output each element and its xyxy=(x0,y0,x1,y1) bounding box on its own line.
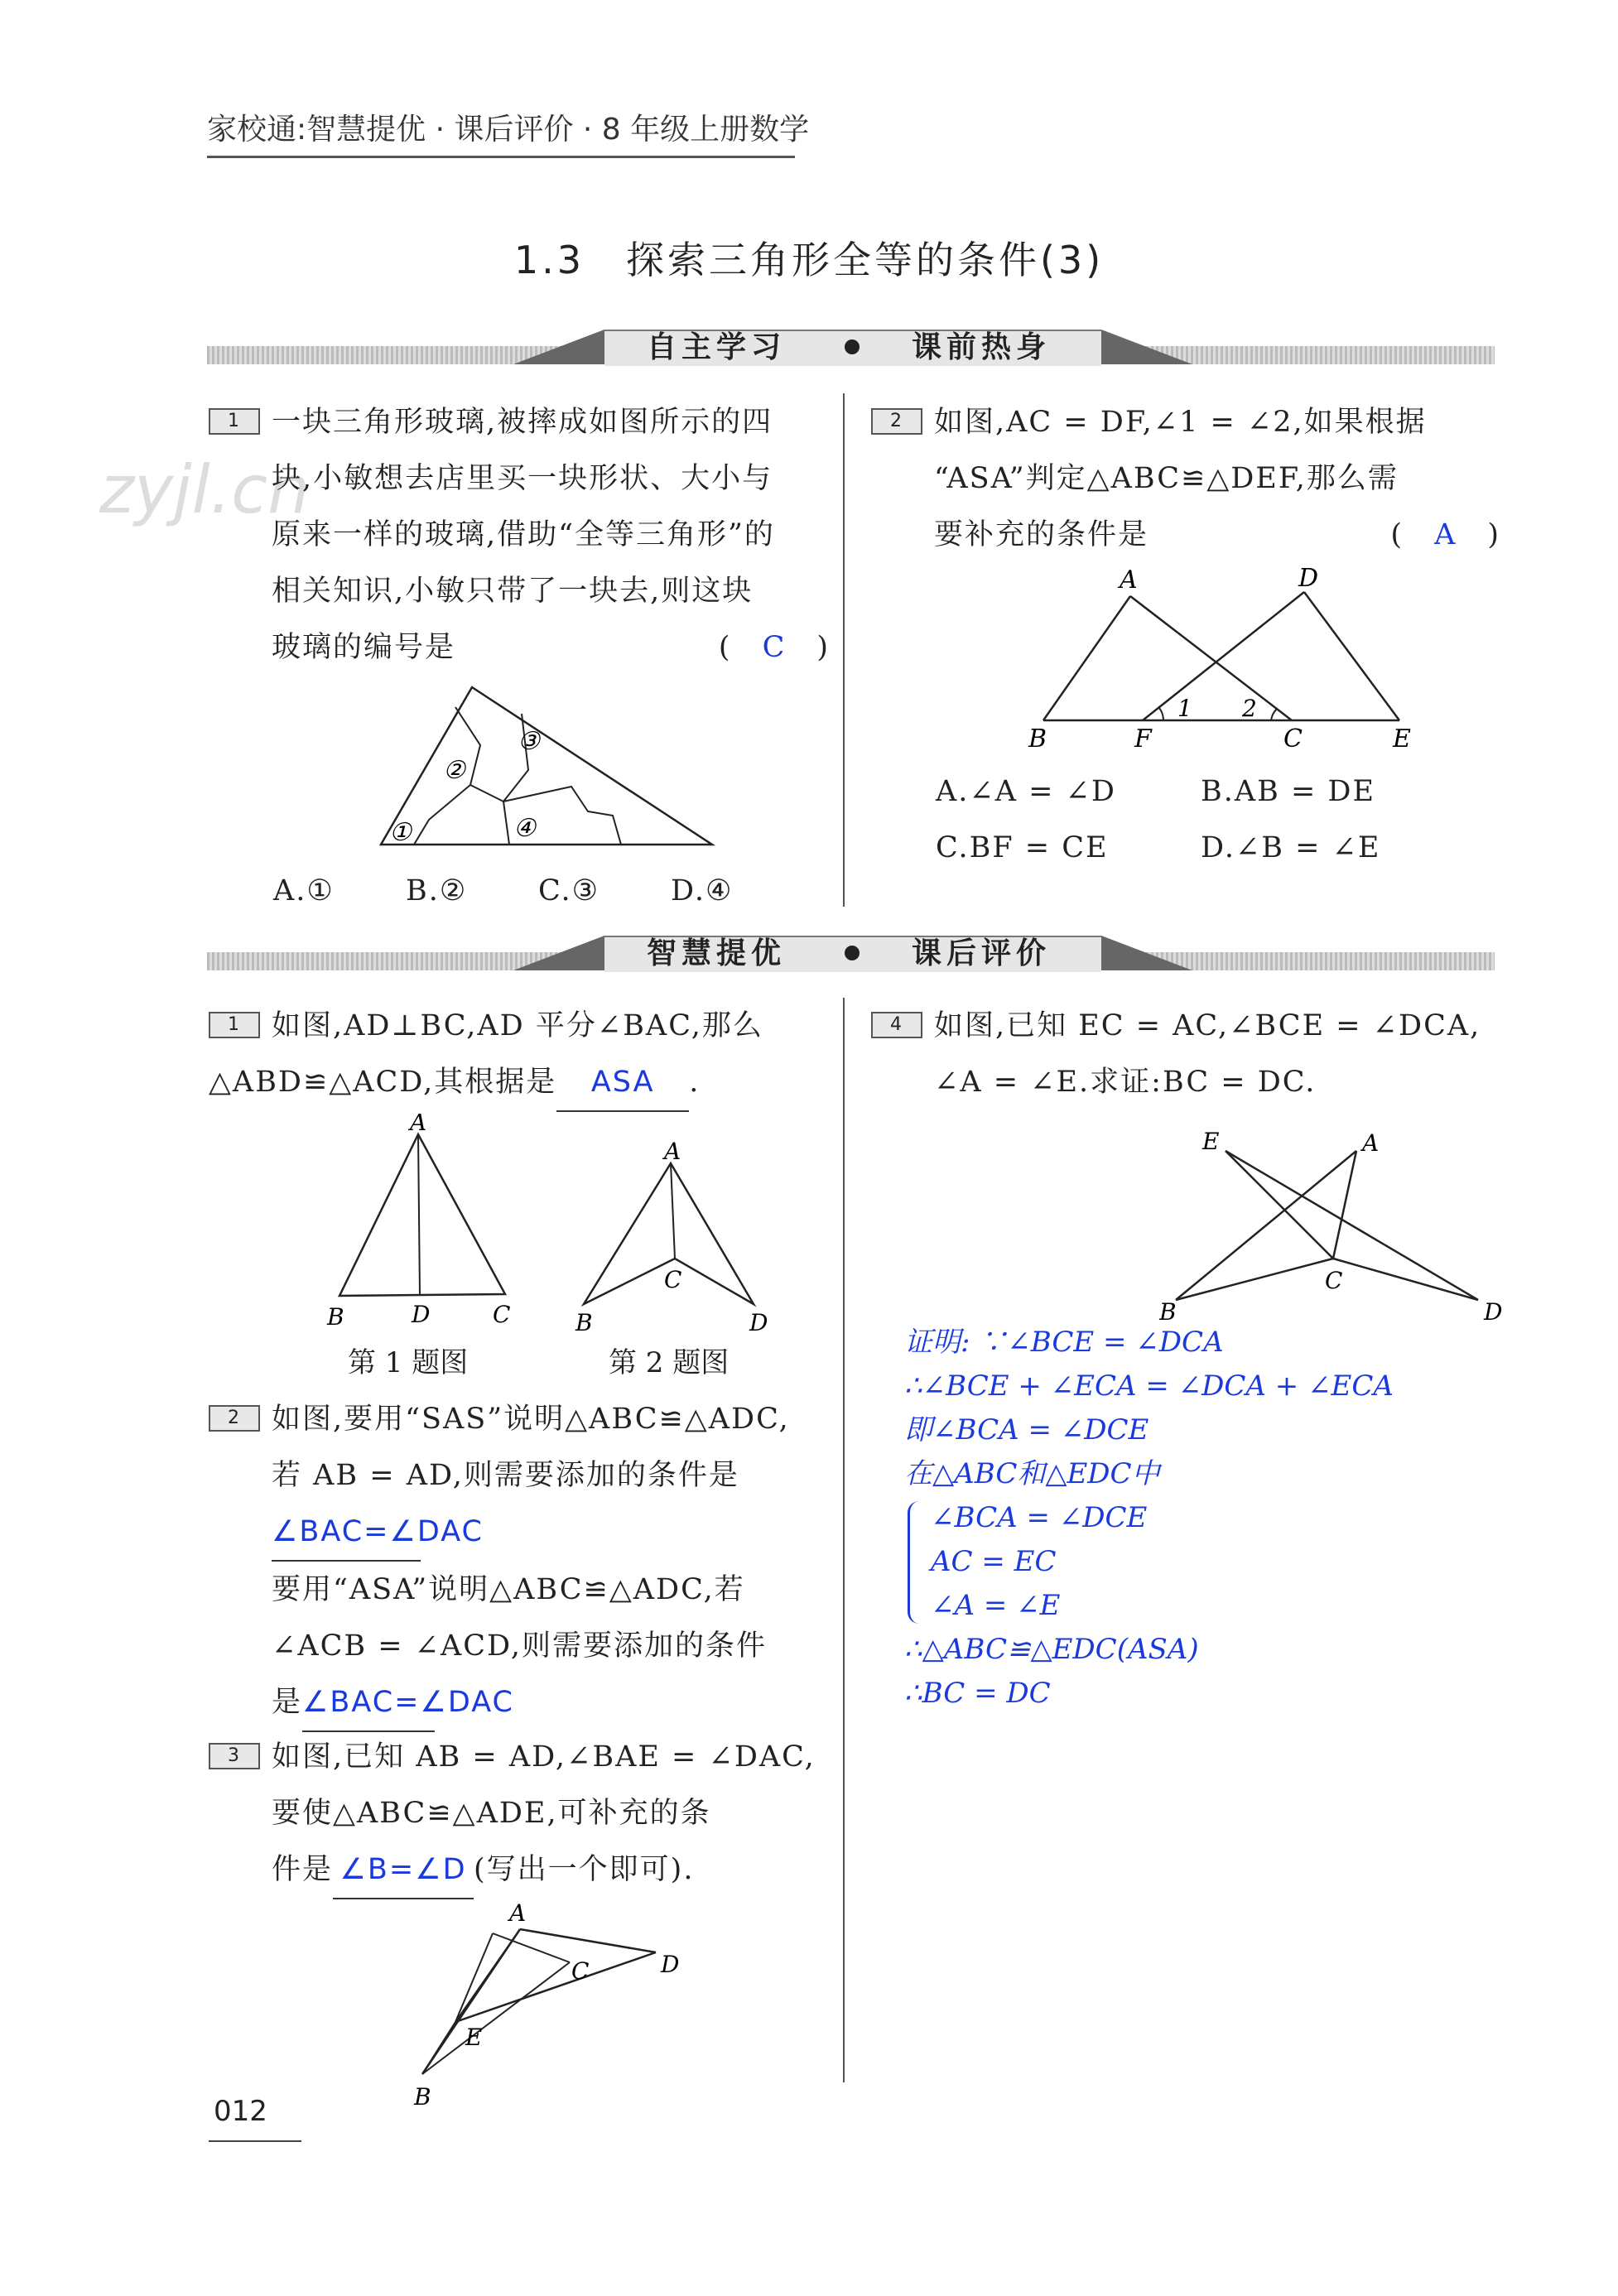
vertex-label: B xyxy=(327,1303,344,1331)
vertex-label: C xyxy=(571,1957,590,1985)
segment xyxy=(422,1929,520,2074)
segment xyxy=(1130,596,1292,720)
banner-dot xyxy=(845,339,860,354)
banner-postclass xyxy=(207,936,1495,982)
answer-blank: ASA xyxy=(556,1054,689,1112)
column-divider xyxy=(843,998,845,2082)
vertex-label: A xyxy=(1120,566,1138,594)
option-d: D.∠B = ∠E xyxy=(1201,831,1381,864)
vertex-label: D xyxy=(1484,1298,1503,1326)
piece-label: ④ xyxy=(513,814,536,843)
q-text: 件是 xyxy=(272,1853,334,1886)
q-text: 要用“ASA”说明△ABC≌△ADC,若 xyxy=(272,1573,745,1606)
post-q2-figure xyxy=(563,1138,778,1337)
option-a: A.∠A = ∠D xyxy=(936,775,1116,808)
segment xyxy=(1043,596,1130,720)
vertex-label: E xyxy=(1393,724,1411,753)
vertex-label: C xyxy=(493,1301,511,1328)
piece-label: ① xyxy=(389,818,412,847)
answer: C xyxy=(762,631,787,664)
segment xyxy=(1143,592,1304,720)
page-number-rule xyxy=(209,2140,301,2142)
proof-line: 证明: ∵∠BCE = ∠DCA xyxy=(904,1326,1224,1359)
q-text: △ABD≌△ACD,其根据是 xyxy=(209,1066,557,1099)
q-text: 玻璃的编号是 xyxy=(272,631,456,664)
banner-preclass xyxy=(207,330,1495,376)
pre-question-2 xyxy=(871,394,1500,563)
answer-paren: ( A ) xyxy=(1390,518,1500,551)
vertex-label: A xyxy=(410,1114,427,1136)
page-number: 012 xyxy=(214,2095,267,2128)
q-text: 要补充的条件是 xyxy=(934,518,1149,551)
option-c: C.BF = CE xyxy=(936,831,1109,864)
q-text: 要使△ABC≌△ADE,可补充的条 xyxy=(272,1797,711,1830)
segment xyxy=(1304,592,1399,720)
running-header: 家校通:智慧提优 · 课后评价 · 8 年级上册数学 xyxy=(207,113,810,147)
header-rule xyxy=(207,156,795,158)
answer-paren: ( C ) xyxy=(718,631,830,664)
segment xyxy=(520,1929,656,1952)
vertex-label: E xyxy=(1202,1128,1220,1155)
vertex-label: D xyxy=(749,1309,768,1336)
proof-line: ∠A = ∠E xyxy=(931,1589,1061,1622)
vertex-label: D xyxy=(1298,564,1319,593)
segment xyxy=(422,1962,570,2074)
banner-left-text: 自主学习 xyxy=(646,330,786,364)
altitude xyxy=(418,1134,420,1296)
proof-system xyxy=(904,1496,1484,1628)
banner-right-wedge xyxy=(1101,330,1192,364)
post-q3-figure xyxy=(397,1896,696,2111)
q-text: 一块三角形玻璃,被摔成如图所示的四 xyxy=(272,406,773,439)
vertex-label: C xyxy=(1325,1267,1343,1294)
vertex-label: C xyxy=(1283,724,1303,753)
vertex-label: D xyxy=(661,1951,680,1978)
question-number: 4 xyxy=(871,1012,922,1038)
option-d: D.④ xyxy=(671,874,734,907)
piece-label: ② xyxy=(443,756,465,785)
proof-block xyxy=(904,1321,1484,1716)
proof-line: ∠BCA = ∠DCE xyxy=(931,1501,1148,1534)
option-c: C.③ xyxy=(538,874,600,907)
vertex-label: A xyxy=(1362,1129,1380,1157)
q-text: 若 AB = AD,则需要添加的条件是 xyxy=(272,1459,739,1492)
segment xyxy=(455,1952,656,2022)
post-question-3 xyxy=(209,1729,838,1899)
vertex-label: A xyxy=(509,1899,527,1927)
angle-arc xyxy=(1271,709,1277,720)
q-text: 块,小敏想去店里买一块形状、大小与 xyxy=(272,462,773,495)
post-question-1: 1 如图,AD⊥BC,AD 平分∠BAC,那么 △ABD≌△ACD,其根据是 ASA . xyxy=(209,998,830,1112)
answer: A xyxy=(1434,518,1457,551)
q-text: 如图,AC = DF,∠1 = ∠2,如果根据 xyxy=(934,406,1427,439)
angle-label: 1 xyxy=(1177,695,1192,722)
q-text: 相关知识,小敏只带了一块去,则这块 xyxy=(272,575,754,608)
q-text: 如图,要用“SAS”说明△ABC≌△ADC, xyxy=(272,1403,790,1436)
segment xyxy=(493,1933,570,1962)
proof-line: 在△ABC和△EDC中 xyxy=(904,1457,1160,1490)
brace xyxy=(908,1501,925,1624)
question-number: 2 xyxy=(209,1405,260,1432)
pre-q1-figure xyxy=(364,671,737,861)
segment xyxy=(1333,1259,1478,1300)
post-q1-figure xyxy=(319,1114,534,1337)
q-text: ∠A = ∠E.求证:BC = DC. xyxy=(934,1066,1317,1099)
banner-right-text: 课前热身 xyxy=(911,330,1051,364)
proof-line: ∴△ABC≌△EDC(ASA) xyxy=(904,1633,1199,1666)
q-text: 如图,已知 AB = AD,∠BAE = ∠DAC, xyxy=(272,1740,816,1774)
broken-triangle xyxy=(381,687,712,845)
vertex-label: B xyxy=(414,2083,431,2111)
q-text: 是 xyxy=(272,1686,303,1719)
angle-label: 2 xyxy=(1242,695,1257,722)
post-question-2 xyxy=(209,1391,838,1732)
answer-blank: ∠BAC=∠DAC xyxy=(272,1504,421,1562)
post-question-4 xyxy=(871,998,1517,1110)
proof-line: ∴∠BCE + ∠ECA = ∠DCA + ∠ECA xyxy=(904,1369,1394,1403)
question-number: 1 xyxy=(209,1012,260,1038)
vertex-label: D xyxy=(412,1301,431,1328)
angle-arc xyxy=(1159,708,1163,720)
vertex-label: A xyxy=(664,1138,681,1165)
banner-left-text: 智慧提优 xyxy=(646,936,786,970)
proof-line: ∴BC = DC xyxy=(904,1677,1051,1710)
answer-blank: ∠B=∠D xyxy=(333,1841,474,1899)
proof-line: AC = EC xyxy=(931,1545,1057,1578)
pre-question-1 xyxy=(209,394,830,676)
q-text: 如图,AD⊥BC,AD 平分∠BAC,那么 xyxy=(272,1009,763,1042)
piece-label: ③ xyxy=(518,727,540,756)
banner-left-wedge xyxy=(513,936,604,970)
triangle xyxy=(339,1134,505,1296)
answer-blank: ∠BAC=∠DAC xyxy=(302,1674,435,1732)
option-a: A.① xyxy=(273,874,335,907)
vertex-label: C xyxy=(664,1266,682,1293)
proof-line: 即∠BCA = ∠DCE xyxy=(904,1413,1149,1446)
banner-right-text: 课后评价 xyxy=(911,936,1051,970)
q-text: (写出一个即可). xyxy=(474,1853,695,1886)
q-text: ∠ACB = ∠ACD,则需要添加的条件 xyxy=(272,1629,768,1663)
vertex-label: B xyxy=(575,1309,593,1336)
figure-caption: 第 2 题图 xyxy=(609,1346,730,1379)
vertex-label: E xyxy=(465,2024,483,2051)
segment xyxy=(1176,1151,1226,1300)
figure-caption: 第 1 题图 xyxy=(348,1346,469,1379)
question-number: 2 xyxy=(871,408,922,435)
q-text: 原来一样的玻璃,借助“全等三角形”的 xyxy=(272,518,775,551)
banner-right-wedge xyxy=(1101,936,1192,970)
vertex-label: B xyxy=(1028,724,1047,753)
banner-left-wedge xyxy=(513,330,604,364)
question-number: 1 xyxy=(209,408,260,435)
question-number: 3 xyxy=(209,1743,260,1769)
section-title: 1.3 探索三角形全等的条件(3) xyxy=(513,238,1105,282)
vertex-label: F xyxy=(1134,724,1152,753)
watermark: zyjl.cn xyxy=(99,451,310,528)
q-text: “ASA”判定△ABC≌△DEF,那么需 xyxy=(934,462,1399,495)
banner-dot xyxy=(845,946,860,960)
option-b: B.② xyxy=(406,874,468,907)
post-q4-figure xyxy=(1159,1118,1515,1333)
vertex-label: B xyxy=(1159,1298,1177,1326)
option-b: B.AB = DE xyxy=(1201,775,1376,808)
crack-line xyxy=(470,785,509,845)
pre-q2-figure xyxy=(1018,563,1433,762)
q-text: 如图,已知 EC = AC,∠BCE = ∠DCA, xyxy=(934,1009,1481,1042)
column-divider xyxy=(843,393,845,907)
diagonal xyxy=(671,1163,675,1259)
